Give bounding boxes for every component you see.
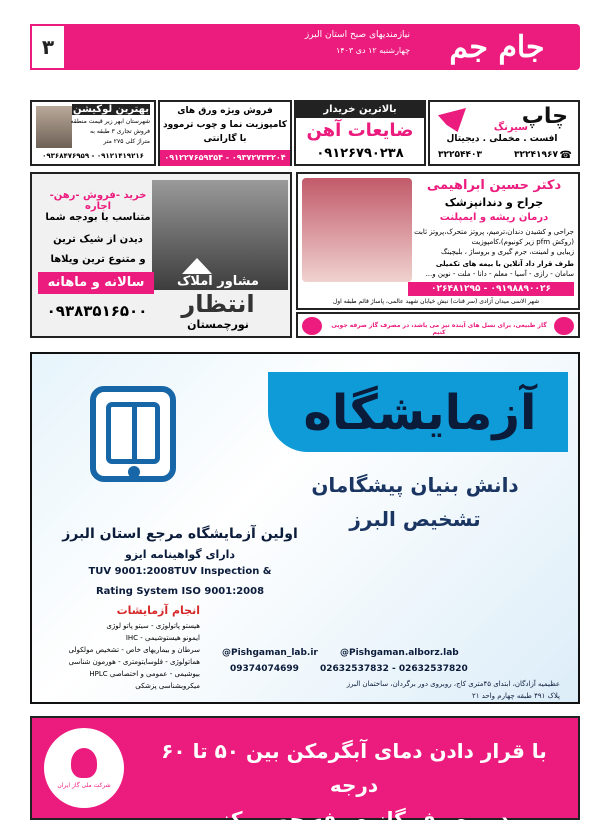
tooth-image [302, 178, 412, 282]
wood-phones: ۰۹۳۷۲۷۳۳۲۰۴ - ۰۹۱۲۲۷۶۵۹۳۵۴ [160, 150, 290, 166]
dentist-desc2: (روکش pfm زیر کونیوم)،کامپوزیت [471, 238, 574, 246]
scrap-line2: ضایعات آهن [306, 120, 414, 141]
location-line1: شهرستان ابهر زیر قیمت منطقه [70, 118, 150, 125]
chap-subtitle: سیرنگ [493, 122, 528, 133]
lab-logo-icon [90, 386, 176, 482]
page-number: ۳ [30, 24, 66, 70]
location-title: بهترین لوکیشن [73, 104, 149, 115]
dentist-phones: ۰۹۱۹۸۸۹۰۰۲۶ - ۰۲۶۴۸۱۲۹۵ [408, 282, 574, 296]
wood-line2: کامپوزیت نما و چوب ترموود [162, 120, 288, 130]
lab-mobile: 09374074699 [230, 664, 299, 674]
scrap-phone: ۰۹۱۲۶۷۹۰۲۳۸ [316, 146, 404, 161]
lab-address2: پلاک ۴۹۱ طبقه چهارم واحد ۲۱ [471, 692, 560, 700]
lab-sub2: تشخیص البرز [349, 507, 481, 531]
location-phones: ۰۹۱۲۱۴۱۹۲۱۶ - ۰۹۳۶۸۴۷۶۹۵۹ [42, 152, 144, 160]
wood-ad [158, 100, 292, 166]
gas-strip-ad [296, 312, 580, 338]
realestate-ad [30, 172, 292, 338]
chap-ad [428, 100, 580, 166]
newspaper-logo: جام جم [449, 29, 545, 65]
wood-line3: با گارانتی [203, 134, 247, 144]
lab-cert2: Rating System ISO 9001:2008 [95, 586, 265, 597]
chap-phone-2: ۳۲۲۵۴۴۰۳ [438, 150, 482, 160]
realestate-line2: متناسب با بودجه شما [45, 212, 151, 223]
lab-service-item: ایمونو هیستوشیمی - IHC [125, 634, 200, 642]
dentist-desc1: جراحی و کشیدن دندان،ترمیم، پروتز متحرک،پروتز ثابت [414, 228, 574, 236]
realestate-line1: خرید -فروش -رهن- اجاره [49, 190, 147, 212]
location-line2: فروش تجاری ۳ طبقه به [90, 128, 150, 135]
lab-services-list [40, 620, 200, 692]
gas-saving-text [144, 734, 564, 831]
realestate-brand: انتظار [181, 290, 255, 318]
dentist-name: دکتر حسین ابراهیمی [426, 178, 562, 193]
lab-address1: عظیمیه آزادگان، ابتدای ۴۵متری کاج، روبروی دور برگردان، ساختمان البرز [346, 680, 560, 688]
dentist-ad [296, 172, 580, 310]
flame-icon [71, 748, 97, 778]
realestate-location: نورچمستان [187, 318, 249, 331]
lab-cert1: TUV 9001:2008TUV Inspection & [88, 566, 272, 577]
realestate-highlight: سالانه و ماهانه [38, 272, 154, 294]
dentist-treatment: درمان ریشه و ایمپلنت [439, 212, 549, 223]
realestate-agency: مشاور املاک [177, 274, 259, 289]
lab-email[interactable]: @Pishgaman_lab.ir [222, 648, 318, 658]
gas-company-logo-left [302, 317, 322, 335]
wood-line1: فروش ویژه ورق های [177, 106, 273, 116]
realestate-phone: ۰۹۳۸۳۵۱۶۵۰۰ [46, 302, 148, 320]
lab-instagram[interactable]: @Pishgaman.alborz.lab [340, 648, 459, 658]
header-date: چهارشنبه ۱۲ دی ۱۴۰۳ [336, 46, 410, 55]
lab-service-item: هماتولوژی - فلوسایتومتری - هورمون شناسی [68, 658, 200, 666]
realestate-line4: و متنوع ترین ویلاها [50, 254, 146, 265]
lab-service-item: بیوشیمی - عمومی و اختصاصی HPLC [89, 670, 200, 678]
lab-service-item: سرطان و بیماریهای خاص - تشخیص مولکولی [68, 646, 200, 654]
chap-phone-1: ۳۲۲۴۱۹۶۷ [514, 150, 558, 160]
chap-services: افست . مخملی . دیجیتال [446, 134, 558, 144]
dentist-insurance: طرف قرار داد آنلاین با بیمه های تکمیلی [435, 260, 574, 268]
lab-phones: 02632537832 - 02632537820 [320, 664, 468, 674]
realestate-line3: دیدن از شیک ترین [53, 234, 143, 245]
gas-company-logo-right [554, 317, 574, 335]
lab-services-title: انجام آزمایشات [116, 604, 200, 617]
lab-iso: دارای گواهینامه ایزو [124, 548, 236, 561]
location-line3: متراژ کلی ۲۷۵ متر [103, 138, 150, 145]
dentist-desc3: زیبایی و لمینت، جرم گیری و بروساژ ، بلیچینگ [441, 248, 574, 256]
gas-company-logo [44, 728, 124, 808]
lab-service-item: میکروبشناسی پزشکی [135, 682, 200, 690]
lab-service-item: هیستو پاتولوژی - سیتو پاتو لوژی [106, 622, 200, 630]
gas-saving-line1: با قرار دادن دمای آبگرمکن بین ۵۰ تا ۶۰ درجه [161, 739, 547, 797]
lab-sub1: دانش بنیان پیشگامان [311, 473, 519, 497]
chap-logo-icon [438, 108, 466, 132]
header-tagline: نیازمندیهای صبح استان البرز [304, 30, 410, 40]
gas-saving-line2: در مصرف گاز صرفه جویی کنیم [198, 807, 510, 831]
scrap-line1: بالاترین خریدار [296, 102, 424, 118]
dentist-address: شهر الاسی میدان آزادی (سر قنات) نبش خیابان شهید عالمی، پاساژ قائم طبقه اول [332, 298, 540, 305]
lab-first: اولین آزمایشگاه مرجع استان البرز [62, 526, 298, 542]
dentist-specialty: جراح و دندانپزشک [444, 196, 544, 209]
gas-logo-text: شرکت ملی گاز ایران [57, 781, 111, 789]
location-ad [30, 100, 156, 166]
chap-title: چاپ [521, 104, 568, 129]
building-photo [36, 106, 72, 148]
dentist-insurers: سامان - رازی - آسیا - معلم - دانا - ملت - نوین و... [425, 270, 574, 278]
phone-icon: ☎ [559, 150, 572, 161]
lab-title: آزمایشگاه [303, 385, 537, 441]
gas-strip-text: گاز طبیعی، برای نسل های آینده نیز می باشد، در مصرف گاز صرفه جویی کنیم [331, 322, 547, 336]
scrap-ad [294, 100, 426, 166]
